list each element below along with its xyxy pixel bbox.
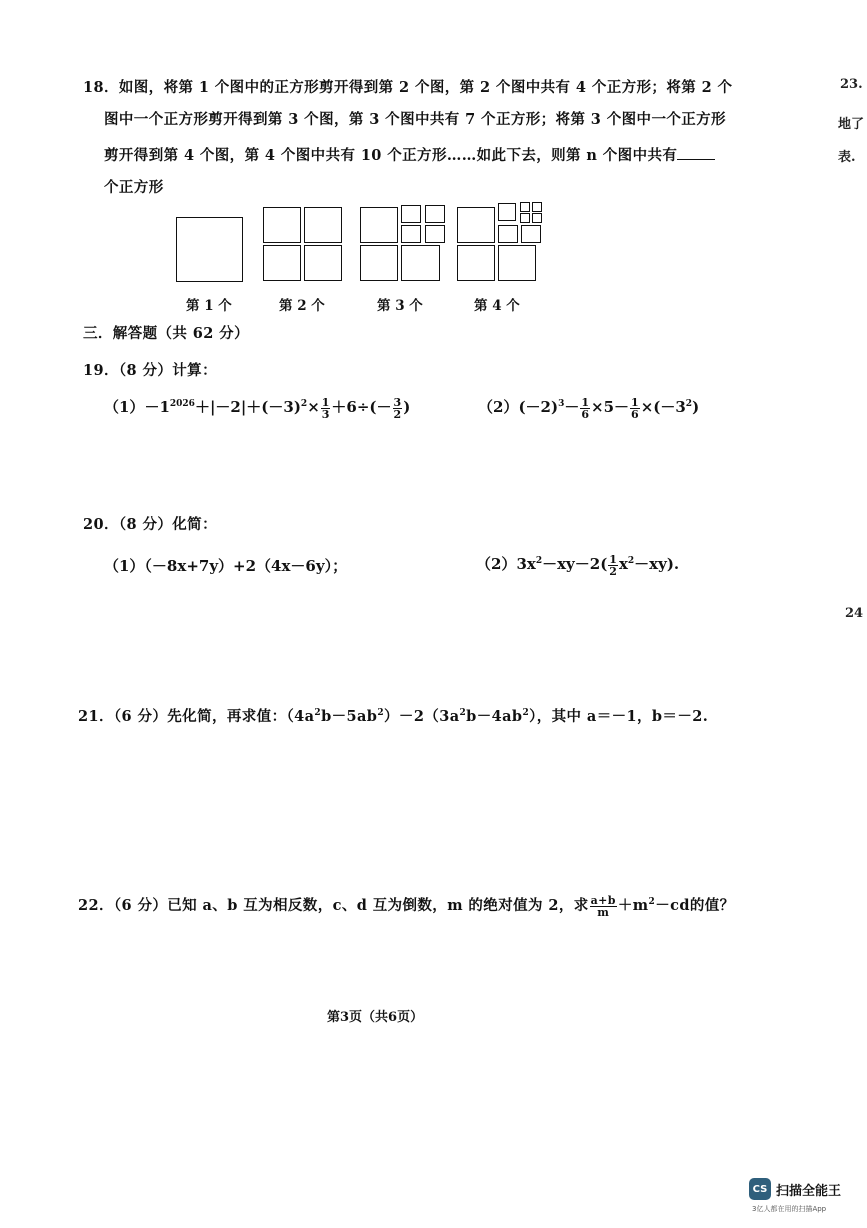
text: －cd的值？ — [655, 897, 735, 914]
square — [263, 207, 301, 243]
square — [520, 202, 530, 212]
figure-caption-1: 第 1 个 — [186, 298, 232, 314]
figure-caption-3: 第 3 个 — [377, 298, 423, 314]
q22-text — [78, 894, 735, 918]
fraction — [580, 397, 590, 420]
side-number-23: 23. — [840, 77, 863, 92]
side-number-24: 24 — [845, 606, 864, 621]
expr: －xy). — [634, 555, 680, 573]
exponent: 2 — [459, 708, 467, 719]
numerator: 1 — [321, 395, 330, 409]
expr: － — [564, 398, 580, 416]
square — [520, 213, 530, 223]
watermark-subtitle: 3亿人都在用的扫描App — [752, 1205, 827, 1213]
q18-line3 — [104, 144, 715, 165]
text: b－5ab — [321, 708, 378, 725]
square — [532, 213, 542, 223]
text: ＋m — [617, 897, 649, 914]
q19-part2 — [478, 396, 699, 420]
q20-part1: （1）（－8x+7y）+2（4x－6y）； — [104, 557, 348, 575]
square — [304, 207, 342, 243]
denominator: 3 — [321, 407, 330, 421]
expr: ) — [403, 398, 411, 416]
exponent: 2 — [627, 556, 635, 566]
fraction — [393, 397, 403, 420]
denominator: 2 — [609, 564, 617, 578]
section-title: 三．解答题（共 62 分） — [83, 325, 249, 342]
text: ）－2（3a — [384, 708, 460, 725]
fraction — [590, 895, 617, 918]
square — [521, 225, 541, 243]
text: b－4ab — [466, 708, 523, 725]
expr: × — [307, 398, 320, 416]
fraction — [608, 554, 618, 577]
fraction — [630, 397, 640, 420]
expr: 3x — [516, 555, 536, 573]
exponent: 2 — [314, 708, 322, 719]
expr: x — [618, 555, 628, 573]
numerator: 1 — [609, 552, 617, 566]
q18-line3-text: 剪开得到第 4 个图，第 4 个图中共有 10 个正方形……如此下去，则第 n 个图中共有 — [104, 147, 678, 164]
square — [498, 225, 518, 243]
expr: －xy－2( — [542, 555, 608, 573]
square — [498, 245, 536, 281]
side-text-2: 表. — [838, 150, 856, 165]
watermark-name: 扫描全能王 — [776, 1184, 842, 1199]
q20-part2 — [476, 553, 679, 577]
part-label: （1） — [104, 398, 145, 416]
answer-blank[interactable] — [677, 147, 715, 160]
square — [457, 207, 495, 243]
expr: ×(－3 — [640, 398, 686, 416]
page-number: 第3页（共6页） — [327, 1010, 424, 1025]
numerator: 1 — [581, 395, 590, 409]
expr: ＋6÷(－ — [331, 398, 392, 416]
q19-part1 — [104, 396, 410, 420]
q18-line2: 图中一个正方形剪开得到第 3 个图，第 3 个图中共有 7 个正方形；将第 3 个图中一个正方形 — [104, 111, 726, 128]
exponent: 2 — [522, 708, 530, 719]
square — [425, 225, 445, 243]
denominator: m — [597, 905, 610, 919]
exponent: 2 — [300, 399, 308, 409]
part-label: （2） — [476, 555, 517, 573]
text: 21．（6 分）先化简，再求值：（4a — [78, 708, 315, 725]
text: ），其中 a＝－1，b＝－2. — [529, 708, 709, 725]
expr: (－2) — [518, 398, 559, 416]
square — [401, 205, 421, 223]
numerator: a+b — [590, 893, 616, 907]
square — [360, 245, 398, 281]
expr: ×5－ — [591, 398, 630, 416]
text: 22．（6 分）已知 a、b 互为相反数，c、d 互为倒数，m 的绝对值为 2，求 — [78, 897, 589, 914]
fraction — [321, 397, 331, 420]
part-label: （2） — [478, 398, 519, 416]
expr: －1 — [144, 398, 170, 416]
square — [457, 245, 495, 281]
figure-caption-4: 第 4 个 — [474, 298, 520, 314]
numerator: 1 — [631, 395, 639, 409]
square — [360, 207, 398, 243]
expr: ＋|－2|＋(－3) — [194, 398, 301, 416]
denominator: 6 — [631, 407, 639, 421]
figure-caption-2: 第 2 个 — [279, 298, 325, 314]
square — [263, 245, 301, 281]
square — [401, 245, 440, 281]
square — [532, 202, 542, 212]
square — [401, 225, 421, 243]
square — [304, 245, 342, 281]
q21-text — [78, 705, 708, 726]
q19-heading: 19．（8 分）计算： — [83, 362, 217, 379]
square — [498, 203, 516, 221]
side-text-1: 地了 — [838, 117, 865, 132]
q18-line1: 18．如图，将第 1 个图中的正方形剪开得到第 2 个图，第 2 个图中共有 4 个正方形；将第 2 个 — [83, 79, 733, 96]
camscanner-logo-icon: CS — [749, 1178, 771, 1200]
square — [425, 205, 445, 223]
exponent: 2 — [535, 556, 543, 566]
q20-heading: 20．（8 分）化简： — [83, 516, 217, 533]
expr: ) — [692, 398, 700, 416]
square — [176, 217, 243, 282]
exponent: 3 — [558, 399, 565, 409]
exponent: 2 — [377, 708, 385, 719]
denominator: 6 — [581, 407, 590, 421]
denominator: 2 — [393, 407, 402, 421]
numerator: 3 — [393, 395, 402, 409]
exponent: 2 — [648, 897, 656, 908]
exponent: 2 — [685, 399, 693, 409]
exponent: 2026 — [169, 399, 195, 409]
q18-line4: 个正方形 — [104, 179, 164, 196]
